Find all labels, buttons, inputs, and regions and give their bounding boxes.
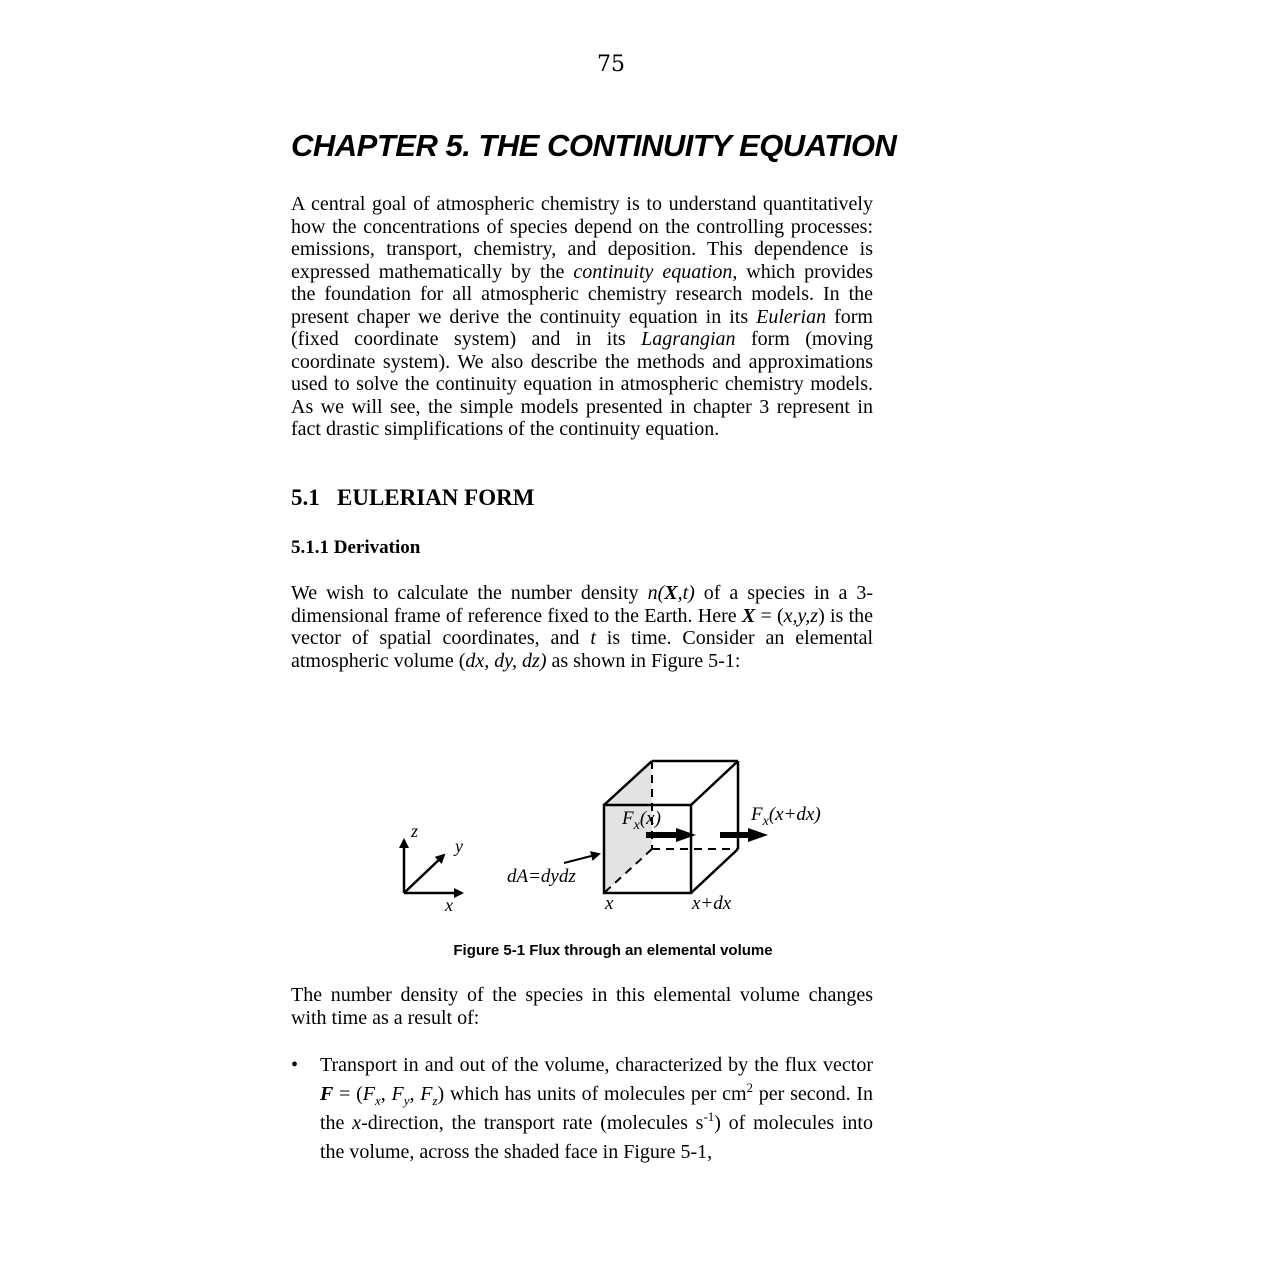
flux-out-arrow (720, 828, 768, 842)
flux-in-label: $F_x(x)$ (622, 808, 661, 833)
section-title: EULERIAN FORM (337, 485, 535, 510)
y-axis-arrow (404, 855, 444, 893)
number-density-paragraph: The number density of the species in this elemental volume changes with time as a result of: (291, 984, 873, 1029)
x-position-label: x (605, 893, 614, 914)
list-item: • Transport in and out of the volume, characterized by the flux vector $F = (F_x$, $F_y$, $F_z$) which has units of molecules per $cm^2$ per second. In the x-direction, the transport rate (molecules $s^{-1}$) of molecules into the volume, across the shaded face in Figure 5-1, (291, 1051, 873, 1167)
page-number: 75 (597, 52, 625, 77)
axes-diagram (404, 821, 463, 915)
chapter-title: CHAPTER 5. THE CONTINUITY EQUATION (291, 128, 897, 163)
dA-pointer-arrow (564, 854, 599, 863)
bullet-mark: • (291, 1054, 299, 1076)
axis-y-label: y (455, 836, 463, 856)
flux-out-label: $F_x(x+dx)$ (751, 804, 821, 829)
section-number: 5.1 (291, 485, 320, 510)
section-heading (291, 485, 534, 511)
subsection-heading: 5.1.1 Derivation (291, 537, 421, 558)
axis-z-label: z (411, 821, 419, 841)
x-plus-dx-label: x+dx (692, 893, 732, 914)
axis-x-label: x (445, 895, 453, 915)
intro-paragraph: A central goal of atmospheric chemistry is to understand quantitatively how the concentrations of species depend on the controlling processes: emissions, transport, chemistry, and deposition. This dependence is expressed mathematically by the continuity equation, which provides the foundation for all atmospheric chemistry research models. In the present chaper we derive the continuity equation in its Eulerian form (fixed coordinate system) and in its Lagrangian form (moving coordinate system). We also describe the methods and approximations used to solve the continuity equation in atmospheric chemistry models. As we will see, the simple models presented in chapter 3 represent in fact drastic simplifications of the continuity equation. (291, 193, 873, 440)
figure-flux-volume (380, 745, 850, 915)
derivation-paragraph: We wish to calculate the number density n(X,t) of a species in a 3-dimensional frame of reference fixed to the Earth. Here X = (x,y,z) is the vector of spatial coordinates, and t is time. Consider an elemental atmospheric volume (dx, dy, dz) as shown in Figure 5-1: (291, 582, 873, 672)
bullet-list (291, 1051, 873, 1167)
figure-caption: Figure 5-1 Flux through an elemental volume (453, 942, 773, 959)
dA-label: dA=dydz (507, 866, 576, 887)
flux-in-arrow (646, 828, 696, 842)
